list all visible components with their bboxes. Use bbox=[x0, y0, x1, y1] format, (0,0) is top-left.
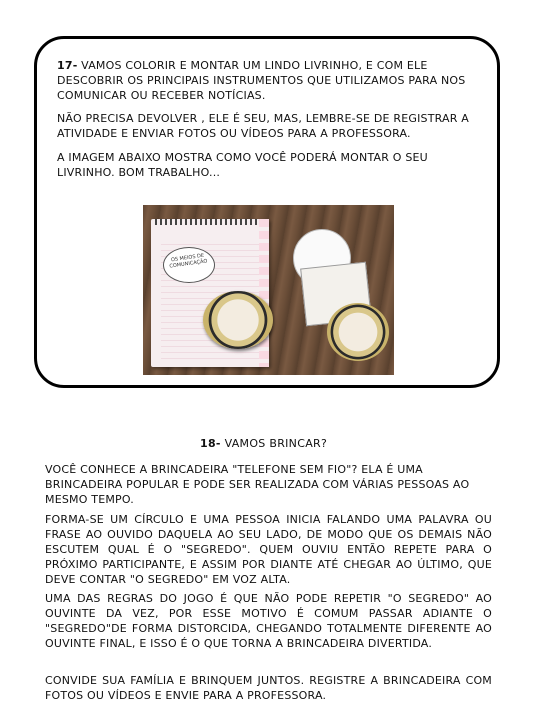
activity-18-rules: FORMA-SE UM CÍRCULO E UMA PESSOA INICIA FALANDO UMA PALAVRA OU FRASE AO OUVIDO DAQUELA AO SEU LADO, DE MODO QUE OS DEMAIS NÃO ESCUTEM QUAL É O "SEGREDO". QUEM OUVIU ENTÃO REPETE PARA O PRÓXIMO PARTICIPANTE, E ASSIM POR DIANTE ATÉ CHEGAR AO ÚLTIMO, QUE DEVE CONTAR "O SEGREDO" EM VOZ ALTA. bbox=[45, 513, 492, 586]
activity-18-question: VOCÊ CONHECE A BRINCADEIRA "TELEFONE SEM FIO"? ELA É UMA BRINCADEIRA POPULAR E PODE SER REALIZADA COM VÁRIAS PESSOAS AO MESMO TEMPO. bbox=[45, 463, 470, 506]
activity-17-instructions: NÃO PRECISA DEVOLVER , ELE É SEU, MAS, LEMBRE-SE DE REGISTRAR A ATIVIDADE E ENVIAR FOTOS OU VÍDEOS PARA A PROFESSORA. bbox=[57, 112, 470, 140]
activity-18-number: 18- bbox=[200, 437, 221, 450]
notebook-edge bbox=[259, 219, 269, 367]
cover-text: OS MEIOS DE COMUNICAÇÃO bbox=[169, 252, 208, 270]
activity-18-title bbox=[200, 437, 327, 450]
activity-17-intro bbox=[57, 58, 485, 103]
activity-18-title-text: VAMOS BRINCAR? bbox=[220, 437, 328, 450]
activity-17-number: 17- bbox=[57, 59, 78, 72]
activity-17-image-note: A IMAGEM ABAIXO MOSTRA COMO VOCÊ PODERÁ MONTAR O SEU LIVRINHO. BOM TRABALHO... bbox=[57, 151, 428, 179]
activity-18-invite: CONVIDE SUA FAMÍLIA E BRINQUEM JUNTOS. REGISTRE A BRINCADEIRA COM FOTOS OU VÍDEOS E ENVIE PARA A PROFESSORA. bbox=[45, 674, 492, 702]
notebook-spiral bbox=[155, 219, 267, 225]
circle-cover-closed bbox=[203, 291, 273, 349]
activity-18-fun: UMA DAS REGRAS DO JOGO É QUE NÃO PODE REPETIR "O SEGREDO" AO OUVINTE DA VEZ, POR ESSE MOTIVO É COMUM PASSAR ADIANTE O "SEGREDO"DE FORMA DISTORCIDA, CHEGANDO TOTALMENTE DIFERENTE AO OUVINTE FINAL, E ISSO É O QUE TORNA A BRINCADEIRA DIVERTIDA. bbox=[45, 592, 492, 650]
booklet-photo bbox=[143, 205, 394, 375]
activity-17-intro-text: VAMOS COLORIR E MONTAR UM LINDO LIVRINHO, E COM ELE DESCOBRIR OS PRINCIPAIS INSTRUMENTOS QUE UTILIZAMOS PARA NOS COMUNICAR OU RECEBER NOTÍCIAS. bbox=[57, 59, 466, 102]
circle-cover-back bbox=[327, 303, 389, 361]
